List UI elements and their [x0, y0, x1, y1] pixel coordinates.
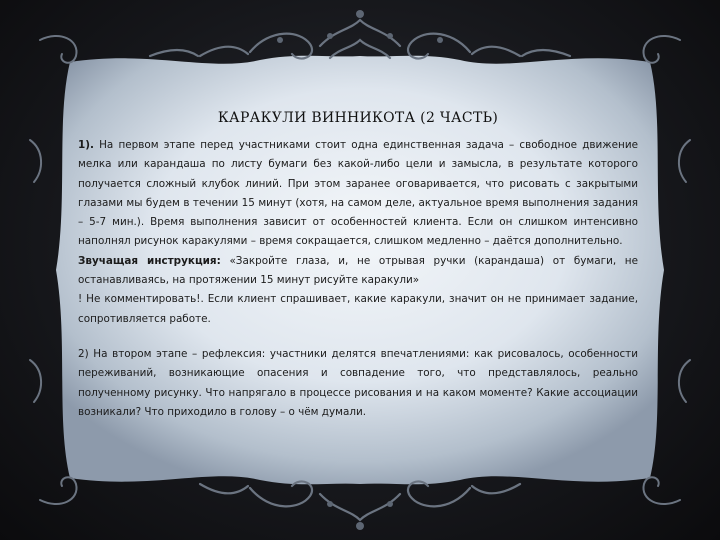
slide-title: КАРАКУЛИ ВИННИКОТА (2 ЧАСТЬ)	[217, 110, 499, 126]
paragraph-stage-1	[78, 136, 638, 252]
bottom-ornament-icon	[200, 481, 520, 520]
paragraph-stage-2: 2) На втором этапе – рефлексия: участники делятся впечатлениями: как рисовалось, особенности переживаний, возникающие опасения и совпадение того, что представлялось, реально полученному рисунку. Что напрягало в процессе рисования и на каком моменте? Какие ассоциации возникали? Что приходило в голову – о чём думали.	[78, 347, 638, 418]
instruction-text: «Закройте глаза, и, не отрывая ручки (карандаша) от бумаги, не останавливаясь, на протяжении 15 минут рисуйте каракули»	[78, 254, 638, 287]
paragraph-warning: ! Не комментировать!. Если клиент спрашивает, какие каракули, значит он не принимает задание, сопротивляется работе.	[78, 293, 638, 325]
slide-content	[78, 110, 638, 422]
spacer	[78, 329, 638, 345]
top-ornament-icon	[150, 20, 570, 59]
stage-1-text: На первом этапе перед участниками стоит одна единственная задача – свободное движение мелка или карандаша по листу бумаги без какой-либо цели и замысла, в результате которого получается сложный клубок линий. При этом заранее оговаривается, что рисовать с закрытыми глазами мы будем в течении 15 минут (хотя, на самом деле, актуальное время выполнения задания – 5-7 мин.). Время выполнения зависит от особенностей клиента. Если он слишком интенсивно наполнял рисунок каракулями – время сокращается, слишком медленно – даётся дополнительно.	[78, 139, 638, 248]
instruction-label: Звучащая инструкция:	[78, 254, 221, 267]
stage-1-number: 1).	[78, 139, 94, 151]
paragraph-instruction	[78, 252, 638, 291]
